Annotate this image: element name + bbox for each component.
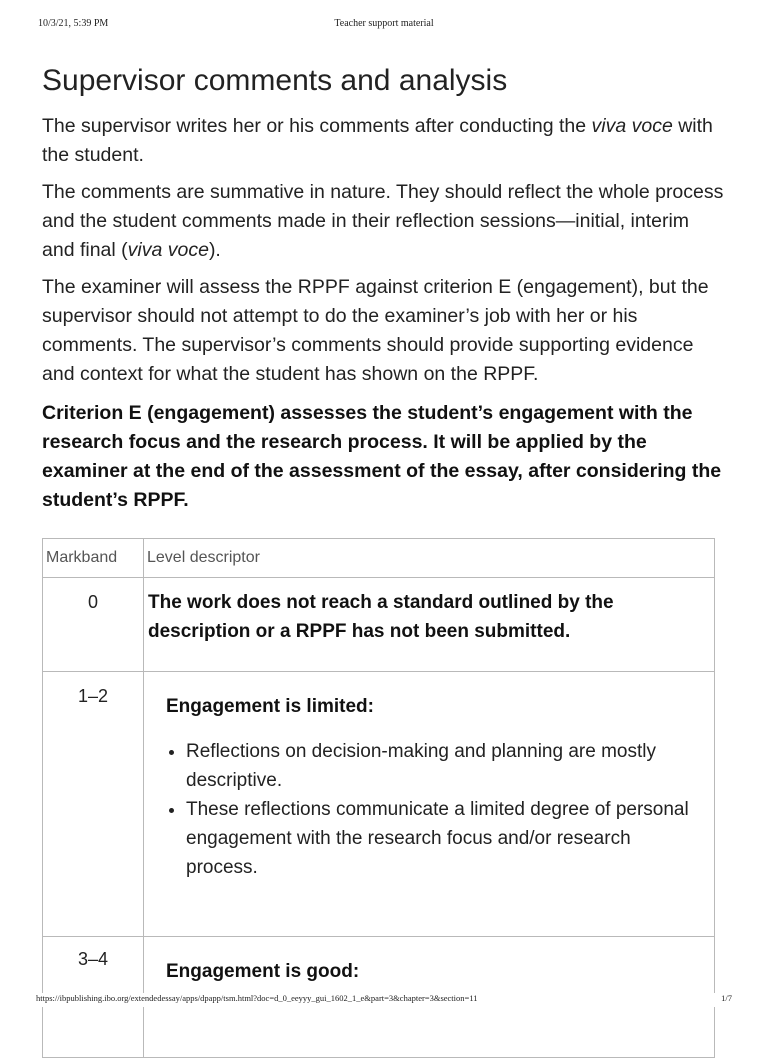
print-header <box>38 18 730 32</box>
print-footer <box>36 993 732 1007</box>
print-datetime: 10/3/21, 5:39 PM <box>38 18 109 29</box>
table-row <box>43 578 715 672</box>
descriptor-cell: The work does not reach a standard outlined by the description or a RPPF has not been submitted. <box>144 578 715 672</box>
markband-cell: 1–2 <box>43 672 144 937</box>
intro-paragraph <box>42 112 726 170</box>
criterion-paragraph: Criterion E (engagement) assesses the student’s engagement with the research focus and the research process. It will be applied by the examiner at the end of the assessment of the essay, after considering the student’s RPPF. <box>42 402 722 511</box>
list-item: • These reflections communicate a limited degree of personal engagement with the research focus and/or research process. <box>186 795 706 882</box>
main-content <box>42 60 726 1058</box>
list-item: • Reflections on decision-making and planning are mostly descriptive. <box>186 737 706 795</box>
markband-cell: 0 <box>43 578 144 672</box>
page-title: Supervisor comments and analysis <box>42 64 508 97</box>
examiner-paragraph: The examiner will assess the RPPF against criterion E (engagement), but the supervisor should not attempt to do the examiner’s job with her or his comments. The supervisor’s comments should provide supporting evidence and context for what the student has shown on the RPPF. <box>42 276 709 385</box>
criterion-table <box>42 538 715 1058</box>
intro-text-start: The supervisor writes her or his comments after conducting the <box>42 115 592 137</box>
print-url: https://ibpublishing.ibo.org/extendedessay/apps/dpapp/tsm.html?doc=d_0_eeyyy_gui_1602_1_e&part=3&chapter=3&section=11 <box>36 993 478 1003</box>
markband-cell: 3–4 <box>43 937 144 1058</box>
table-row <box>43 672 715 937</box>
descriptor-cell <box>144 672 715 937</box>
summative-paragraph <box>42 178 726 265</box>
header-level-descriptor: Level descriptor <box>144 539 715 578</box>
level-title: Engagement is good: <box>166 961 360 982</box>
table-header-row <box>43 539 715 578</box>
descriptor-list <box>166 737 706 882</box>
summative-italic: viva voce <box>127 239 209 261</box>
header-markband: Markband <box>43 539 144 578</box>
summative-text-start: The comments are summative in nature. They should reflect the whole process and the student comments made in their reflection sessions—initial, interim and final ( <box>42 181 724 261</box>
intro-italic: viva voce <box>591 115 673 137</box>
summative-text-end: ). <box>208 239 221 261</box>
intro-text-end: with the student. <box>42 115 713 166</box>
print-title: Teacher support material <box>334 18 434 29</box>
level-title: Engagement is limited: <box>166 696 374 717</box>
page-number: 1/7 <box>721 993 732 1003</box>
